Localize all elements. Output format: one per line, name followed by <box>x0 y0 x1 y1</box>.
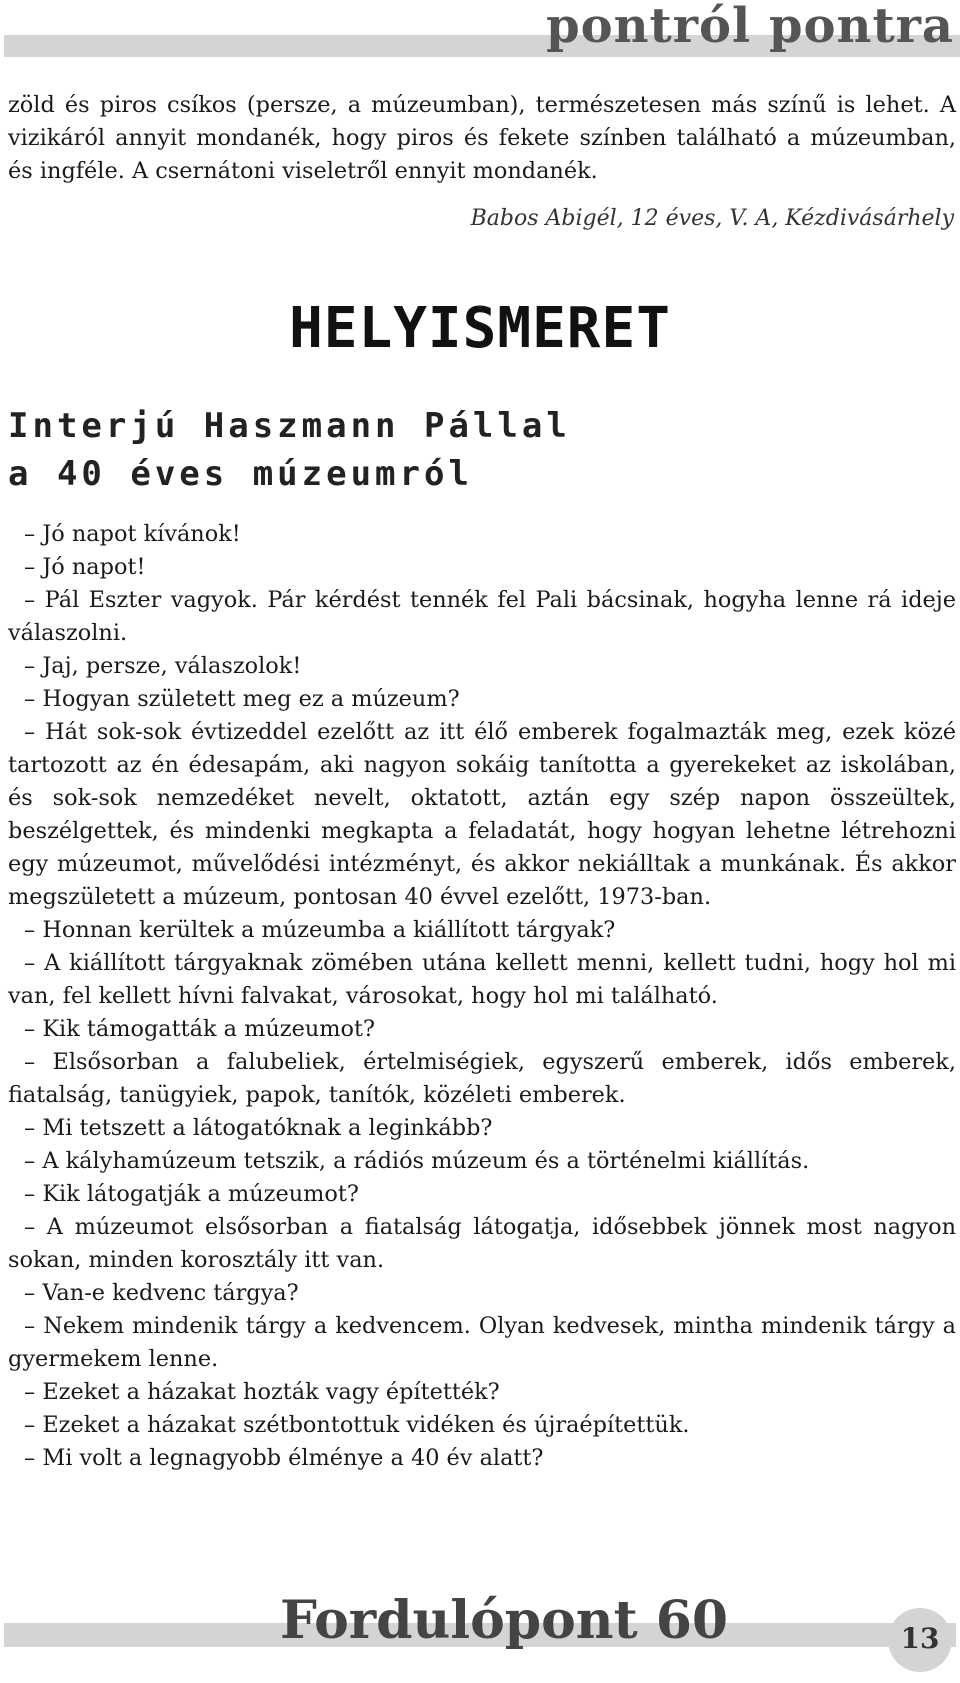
author-signature: Babos Abigél, 12 éves, V. A, Kézdivásárhely <box>470 206 954 231</box>
dialogue-line: – Van-e kedvenc tárgya? <box>24 1280 299 1306</box>
subtitle-line-1: Interjú Haszmann Pállal <box>8 406 571 446</box>
dialogue-line: – Hát sok-sok évtizeddel ezelőtt az itt élő emberek fogalmazták meg, ezek közé tartozott az én édesapám, aki nagyon sokáig tanította a gyerekeket az iskolában, és sok-sok nemzedéket nevelt, oktatott, aztán egy szép napon összeültek, beszélgettek, és mindenki megkapta a feladatát, hogy hogyan lehetne létrehozni egy múzeumot, művelődési intézményt, és akkor nekiálltak a munkának. És akkor megszületett a múzeum, pontosan 40 évvel ezelőtt, 1973-ban. <box>8 719 956 910</box>
page-header <box>0 0 960 62</box>
dialogue-line: – Kik látogatják a múzeumot? <box>24 1181 359 1207</box>
subtitle-line-2: a 40 éves múzeumról <box>8 454 473 494</box>
magazine-title: Fordulópont 60 <box>280 1590 729 1651</box>
section-title: HELYISMERET <box>289 296 671 361</box>
dialogue-line: – Jaj, persze, válaszolok! <box>24 653 302 679</box>
interview-dialogue <box>8 518 956 1475</box>
dialogue-line: – Ezeket a házakat szétbontottuk vidéken és újraépítettük. <box>24 1412 690 1438</box>
dialogue-line: – Mi tetszett a látogatóknak a leginkább? <box>24 1115 493 1141</box>
dialogue-line: – A kiállított tárgyaknak zömében utána kellett menni, kellett tudni, hogy hol mi van, fel kellett hívni falvakat, városokat, hogy hol mi található. <box>8 950 956 1009</box>
dialogue-line: – Elsősorban a falubeliek, értelmiségiek, egyszerű emberek, idős emberek, fiatalság, tanügyiek, papok, tanítók, közéleti emberek. <box>8 1049 956 1108</box>
dialogue-line: – Hogyan született meg ez a múzeum? <box>24 686 460 712</box>
header-title: pontról pontra <box>546 0 954 54</box>
dialogue-line: – Nekem mindenik tárgy a kedvencem. Olyan kedvesek, mintha mindenik tárgy a gyermekem lenne. <box>8 1313 956 1372</box>
dialogue-line: – Jó napot! <box>24 554 146 580</box>
intro-text <box>8 89 956 188</box>
dialogue-line: – Mi volt a legnagyobb élménye a 40 év alatt? <box>24 1445 544 1471</box>
dialogue-line: – Honnan kerültek a múzeumba a kiállított tárgyak? <box>24 917 616 943</box>
page-number: 13 <box>900 1622 940 1655</box>
article-subtitle <box>8 402 571 498</box>
dialogue-line: – Jó napot kívánok! <box>24 521 241 547</box>
dialogue-line: – Pál Eszter vagyok. Pár kérdést tennék fel Pali bácsinak, hogyha lenne rá ideje válaszolni. <box>8 587 956 646</box>
dialogue-line: – A kályhamúzeum tetszik, a rádiós múzeum és a történelmi kiállítás. <box>24 1148 810 1174</box>
dialogue-line: – Ezeket a házakat hozták vagy építették? <box>24 1379 500 1405</box>
page-number-badge <box>888 1608 952 1672</box>
intro-paragraph: zöld és piros csíkos (persze, a múzeumban), természetesen más színű is lehet. A vizikáról annyit mondanék, hogy piros és fekete színben található a múzeumban, és ingféle. A csernátoni viseletről ennyit mondanék. <box>8 92 956 184</box>
page-footer <box>0 1590 960 1683</box>
dialogue-line: – Kik támogatták a múzeumot? <box>24 1016 375 1042</box>
dialogue-line: – A múzeumot elsősorban a fiatalság látogatja, idősebbek jönnek most nagyon sokan, minden korosztály itt van. <box>8 1214 956 1273</box>
